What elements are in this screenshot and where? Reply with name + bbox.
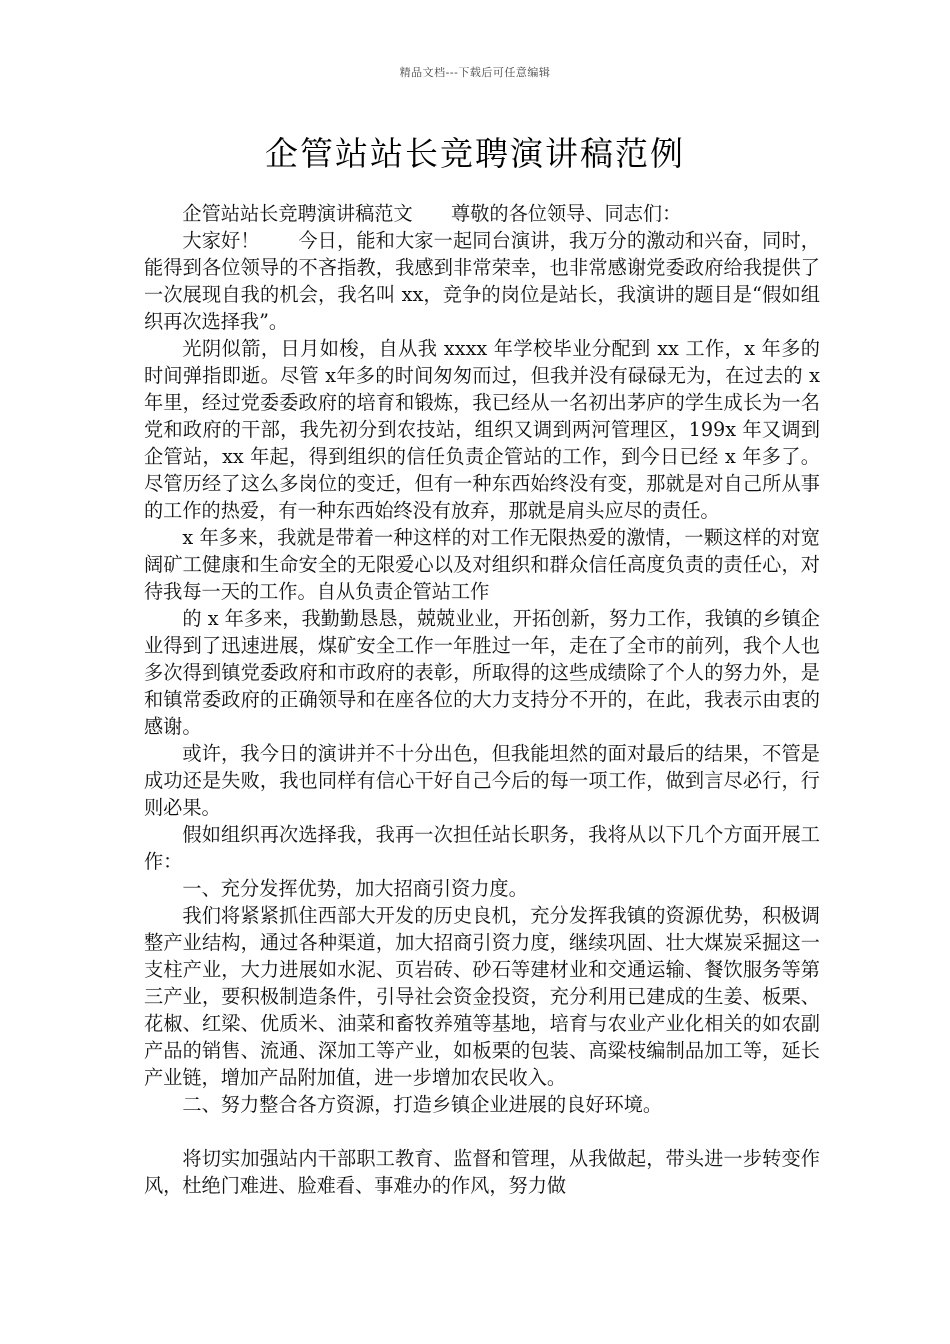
paragraph: 我们将紧紧抓住西部大开发的历史良机，充分发挥我镇的资源优势，积极调整产业结构，通过各种渠道，加大招商引资力度，继续巩固、壮大煤炭采掘这一支柱产业，大力进展如水泥、页岩砖、砂石等建材业和交通运输、餐饮服务等第三产业，要积极制造条件，引导社会资金投资，充分利用已建成的生姜、板栗、花椒、红梁、优质米、油菜和畜牧养殖等基地，培育与农业产业化相关的如农副产品的销售、流通、深加工等产业，如板栗的包装、高粱枝编制品加工等，延长产业链，增加产品附加值，进一步增加农民收入。 bbox=[144, 904, 820, 1089]
document-title: 企管站站长竞聘演讲稿范例 bbox=[265, 134, 685, 173]
paragraph: 企管站站长竞聘演讲稿范文 尊敬的各位领导、同志们： bbox=[182, 202, 682, 225]
paragraph: 假如组织再次选择我，我再一次担任站长职务，我将从以下几个方面开展工作： bbox=[144, 823, 820, 873]
section-heading: 二、努力整合各方资源，打造乡镇企业进展的良好环境。 bbox=[182, 1093, 663, 1116]
paragraph: 或许，我今日的演讲并不十分出色，但我能坦然的面对最后的结果，不管是成功还是失败，我也同样有信心干好自己今后的每一项工作，做到言尽必行，行则必果。 bbox=[144, 742, 820, 819]
page-header-note: 精品文档---下载后可任意编辑 bbox=[399, 66, 551, 79]
paragraph: 大家好！ 今日，能和大家一起同台演讲，我万分的激动和兴奋，同时，能得到各位领导的不吝指教，我感到非常荣幸，也非常感谢党委政府给我提供了一次展现自我的机会，我名叫 xx，竞争的岗位是站长，我演讲的题目是“假如组织再次选择我”。 bbox=[144, 229, 820, 333]
paragraph: 光阴似箭，日月如梭，自从我 xxxx 年学校毕业分配到 xx 工作，x 年多的时间弹指即逝。尽管 x年多的时间匆匆而过，但我并没有碌碌无为，在过去的 x 年里，经过党委委政府的培育和锻炼，我已经从一名初出茅庐的学生成长为一名党和政府的干部，我先初分到农技站，组织又调到两河管理区，199x 年又调到企管站，xx 年起，得到组织的信任负责企管站的工作，到今日已经 x 年多了。尽管历经了这么多岗位的变迁，但有一种东西始终没有变，那就是对自己所从事的工作的热爱，有一种东西始终没有放弃，那就是肩头应尽的责任。 bbox=[144, 337, 820, 522]
document-body bbox=[144, 200, 820, 1199]
section-heading: 一、充分发挥优势，加大招商引资力度。 bbox=[182, 877, 528, 900]
paragraph: 将切实加强站内干部职工教育、监督和管理，从我做起，带头进一步转变作风，杜绝门难进、脸难看、事难办的作风，努力做 bbox=[144, 1147, 820, 1197]
paragraph: 的 x 年多来，我勤勤恳恳，兢兢业业，开拓创新，努力工作，我镇的乡镇企业得到了迅速进展，煤矿安全工作一年胜过一年，走在了全市的前列，我个人也多次得到镇党委政府和市政府的表彰，所取得的这些成绩除了个人的努力外，是和镇常委政府的正确领导和在座各位的大力支持分不开的，在此，我表示由衷的感谢。 bbox=[144, 607, 820, 738]
paragraph: x 年多来，我就是带着一种这样的对工作无限热爱的激情，一颗这样的对宽阔矿工健康和生命安全的无限爱心以及对组织和群众信任高度负责的责任心，对待我每一天的工作。自从负责企管站工作 bbox=[144, 526, 820, 603]
